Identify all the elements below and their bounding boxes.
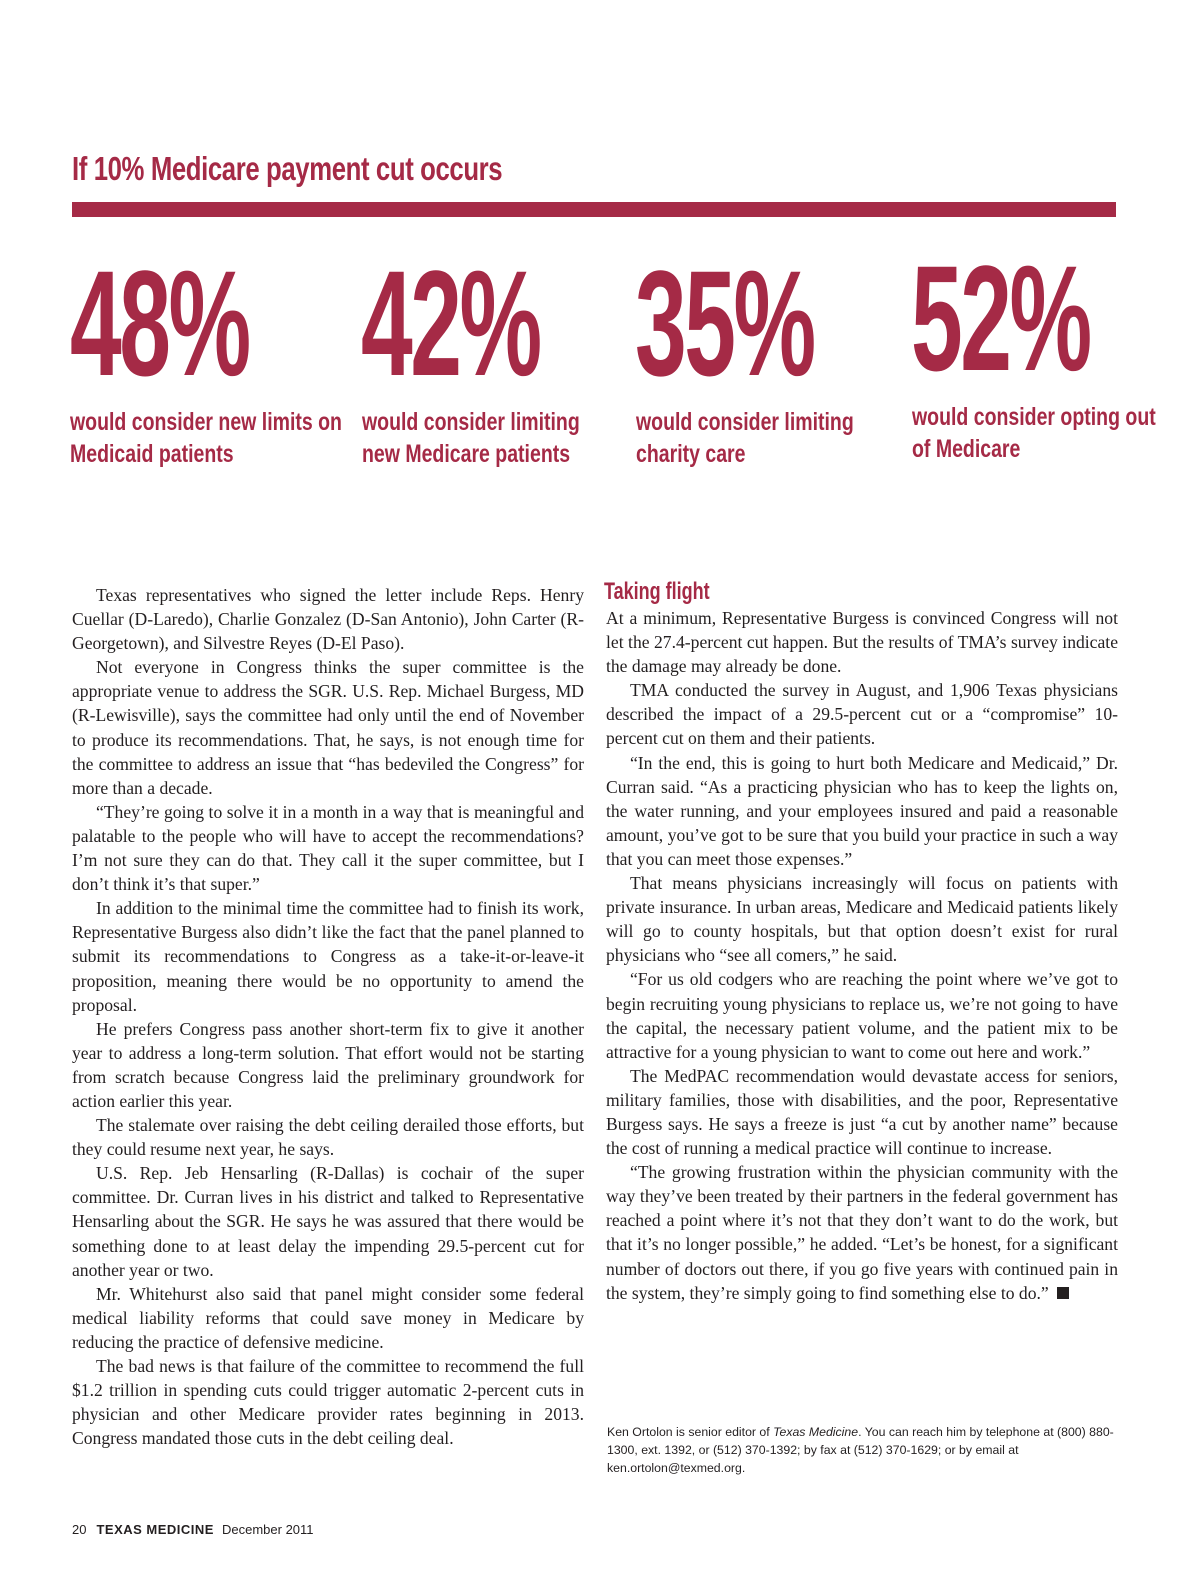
paragraph: In addition to the minimal time the committee had to finish its work, Representative Burgess also didn’t like the fact that the panel planned to submit its recommendations to Congress as a take-it-or-leave-it proposition, meaning there would be no opportunity to amend the proposal. [72, 898, 584, 1015]
callout-divider [72, 202, 1116, 217]
page-number: 20 [72, 1522, 87, 1537]
stat-block [911, 234, 1199, 402]
paragraph-text: “The growing frustration within the physician community with the way they’ve been treated by their partners in the federal government has reached a point where it’s not that they don’t want to do the work, but that it’s no longer possible,” he added. “Let’s be honest, for a significant number of doctors out there, if you go five years with continued pain in the system, they’re simply going to find something else to do.” [606, 1162, 1118, 1303]
author-bio-suffix: . You can reach him by telephone at (800) 880-1300, ext. 1392, or (512) 370-1392; by fax at (512) 370-1629; or by email at ken.ortolon@texmed.org. [607, 1425, 1114, 1475]
author-bio-publication: Texas Medicine [773, 1425, 859, 1439]
author-bio [607, 1423, 1119, 1477]
paragraph: TMA conducted the survey in August, and 1,906 Texas physicians described the impact of a 29.5-percent cut or a “compromise” 10-percent cut on them and their patients. [606, 680, 1118, 749]
callout-title: If 10% Medicare payment cut occurs [72, 150, 503, 187]
paragraph: That means physicians increasingly will focus on patients with private insurance. In urban areas, Medicare and Medicaid patients likely will go to county hospitals, but that option doesn’t exist for rural physicians who “see all comers,” he said. [606, 873, 1118, 966]
end-mark-icon [1057, 1287, 1069, 1299]
stat-label-line: of Medicare [912, 435, 1021, 463]
magazine-name: TEXAS MEDICINE [96, 1522, 214, 1537]
stat-value: 35% [635, 239, 814, 407]
stat-label-line: Medicaid patients [70, 440, 234, 468]
stat-label [70, 406, 400, 470]
paragraph: U.S. Rep. Jeb Hensarling (R-Dallas) is cochair of the super committee. Dr. Curran lives in his district and talked to Representative Hensarling about the SGR. He says he was assured that there would be something done to at least delay the impending 29.5-percent cut for another year or two. [72, 1163, 584, 1280]
paragraph: At a minimum, Representative Burgess is convinced Congress will not let the 27.4-percent cut happen. But the results of TMA’s survey indicate the damage may already be done. [606, 608, 1118, 677]
stat-label-line: charity care [636, 440, 746, 468]
paragraph: “For us old codgers who are reaching the point where we’ve got to begin recruiting young physicians to replace us, we’re not going to have the capital, the necessary patient volume, and the patient mix to be attractive for a young physician to want to come out here and work.” [606, 969, 1118, 1062]
stat-label-line: would consider new limits on [70, 408, 342, 436]
paragraph: “They’re going to solve it in a month in a way that is meaningful and palatable to the people who will have to accept the recommendations? I’m not sure they can do that. They call it the super committee, but I don’t think it’s that super.” [72, 801, 584, 895]
stat-value: 42% [361, 239, 540, 407]
stat-label [912, 401, 1200, 465]
paragraph: The bad news is that failure of the committee to recommend the full $1.2 trillion in spending cuts could trigger automatic 2-percent cuts in physician and other Medicare provider rates beginning in 2013. Congress mandated those cuts in the debt ceiling deal. [72, 1356, 584, 1449]
issue-date: December 2011 [221, 1522, 314, 1537]
stat-value: 52% [911, 234, 1090, 402]
paragraph: Not everyone in Congress thinks the super committee is the appropriate venue to address the SGR. U.S. Rep. Michael Burgess, MD (R-Lewisville), says the committee had only until the end of November to produce its recommendations. That, he says, is not enough time for the committee to address an issue that “has bedeviled the Congress” for more than a decade. [72, 657, 584, 798]
stat-block [361, 239, 649, 407]
paragraph: “In the end, this is going to hurt both Medicare and Medicaid,” Dr. Curran said. “As a practicing physician who has to keep the lights on, the water running, and your employees insured and paid a reasonable amount, you’ve got to be sure that you build your practice in such a way that you can meet those expenses.” [606, 752, 1118, 869]
paragraph-final [606, 1160, 1118, 1305]
stat-label-line: would consider limiting [362, 408, 580, 436]
paragraph: Texas representatives who signed the letter include Reps. Henry Cuellar (D-Laredo), Charlie Gonzalez (D-San Antonio), John Carter (R-Georgetown), and Silvestre Reyes (D-El Paso). [72, 585, 584, 654]
stat-value: 48% [70, 239, 249, 407]
paragraph: The MedPAC recommendation would devastate access for seniors, military families, those with disabilities, and the poor, Representative Burgess says. He says a freeze is just “a cut by another name” because the cost of running a medical practice will continue to increase. [606, 1065, 1118, 1159]
stat-label-line: new Medicare patients [362, 440, 571, 468]
article-column-left [72, 583, 584, 1450]
paragraph: Mr. Whitehurst also said that panel might consider some federal medical liability reforms that could save money in Medicare by reducing the practice of defensive medicine. [72, 1283, 584, 1352]
stat-block [635, 239, 923, 407]
author-bio-prefix: Ken Ortolon is senior editor of [607, 1425, 774, 1439]
stat-block [70, 239, 358, 407]
section-subhead: Taking flight [604, 578, 710, 605]
page-footer [72, 1522, 314, 1537]
stat-label-line: would consider limiting [636, 408, 854, 436]
paragraph: The stalemate over raising the debt ceiling derailed those efforts, but they could resume next year, he says. [72, 1115, 584, 1160]
article-column-right [606, 578, 1118, 1305]
stat-label-line: would consider opting out [912, 403, 1156, 431]
paragraph: He prefers Congress pass another short-term fix to give it another year to address a long-term solution. That effort would not be starting from scratch because Congress laid the preliminary groundwork for action earlier this year. [72, 1018, 584, 1111]
